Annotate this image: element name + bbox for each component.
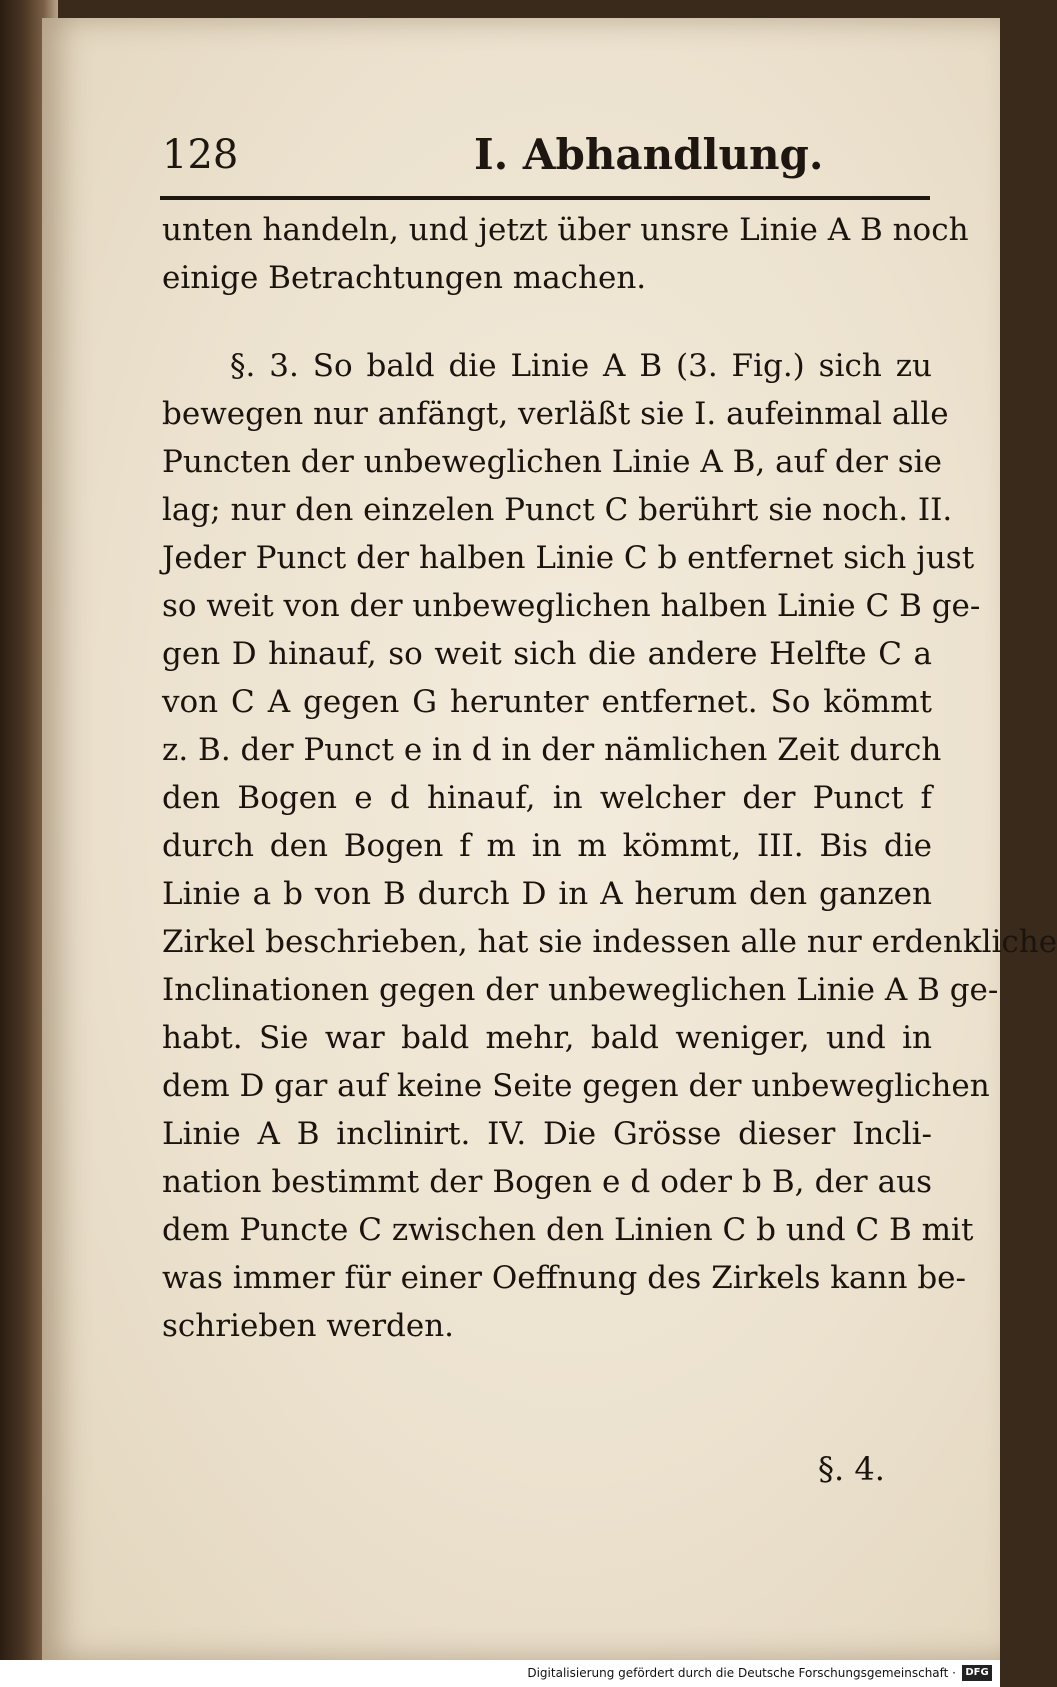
text-line: bewegen nur anfängt, verläßt sie I. aufeinmal alle [162, 396, 949, 432]
text-line: unten handeln, und jetzt über unsre Linie A B noch [162, 212, 969, 248]
text-line: Jeder Punct der halben Linie C b entfernet sich just [162, 540, 975, 576]
text-line: schrieben werden. [162, 1308, 455, 1344]
footer-credit: Digitalisierung gefördert durch die Deutsche Forschungsgemeinschaft · [527, 1666, 956, 1680]
text-line: den Bogen e d hinauf, in welcher der Punct f [162, 780, 932, 816]
text-line: einige Betrachtungen machen. [162, 260, 647, 296]
text-line: so weit von der unbeweglichen halben Linie C B ge- [162, 588, 981, 624]
catchword: §. 4. [818, 1450, 885, 1488]
header-rule [160, 196, 930, 200]
text-line: Inclinationen gegen der unbeweglichen Linie A B ge- [162, 972, 999, 1008]
text-line: durch den Bogen f m in m kömmt, III. Bis die [162, 828, 932, 864]
dfg-logo-icon: DFG [962, 1665, 992, 1681]
text-line: habt. Sie war bald mehr, bald weniger, und in [162, 1020, 932, 1056]
text-line: was immer für einer Oeffnung des Zirkels kann be- [162, 1260, 966, 1296]
text-line: dem D gar auf keine Seite gegen der unbeweglichen [162, 1068, 990, 1104]
text-line: gen D hinauf, so weit sich die andere Helfte C a [162, 636, 932, 672]
page-header [118, 120, 932, 180]
text-line: nation bestimmt der Bogen e d oder b B, der aus [162, 1164, 932, 1200]
text-line: von C A gegen G herunter entfernet. So kömmt [162, 684, 932, 720]
text-line: Zirkel beschrieben, hat sie indessen alle nur erdenkliche [162, 924, 1057, 960]
text-line: Puncten der unbeweglichen Linie A B, auf der sie [162, 444, 942, 480]
running-head: I. Abhandlung. [474, 130, 824, 179]
text-line: z. B. der Punct e in d in der nämlichen Zeit durch [162, 732, 942, 768]
text-line: §. 3. So bald die Linie A B (3. Fig.) sich zu [230, 348, 932, 384]
body-text [162, 206, 1057, 1350]
text-line: Linie A B inclinirt. IV. Die Grösse dieser Incli- [162, 1116, 932, 1152]
text-line: Linie a b von B durch D in A herum den ganzen [162, 876, 932, 912]
text-line: lag; nur den einzelen Punct C berührt sie noch. II. [162, 492, 953, 528]
page-number: 128 [162, 132, 239, 178]
digitization-footer [0, 1660, 1000, 1687]
text-line: dem Puncte C zwischen den Linien C b und C B mit [162, 1212, 974, 1248]
